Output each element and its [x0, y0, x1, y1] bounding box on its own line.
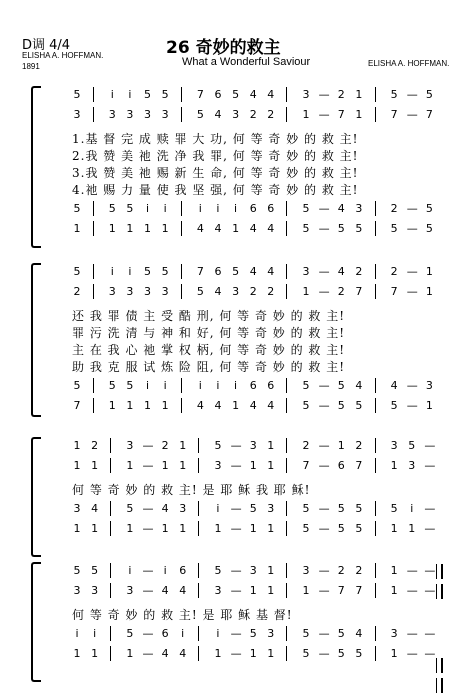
system-brace — [31, 86, 41, 248]
notation-line: 1 1 1 — 1 1 1 — 1 1 5 — 5 5 1 1 — — [73, 522, 436, 535]
notation-line: 3 3 3 — 4 4 3 — 1 1 1 — 7 7 1 — — — [73, 584, 436, 597]
key-signature: D调 4/4 — [22, 38, 71, 53]
lyric-line: 2.我 赞 美 祂 洗 净 我 罪, 何 等 奇 妙 的 救 主! — [72, 149, 359, 163]
notation-line: 2 3 3 3 3 5 4 3 2 2 1 — 2 7 7 — 1 — [73, 285, 433, 298]
composer-right: ELISHA A. HOFFMAN. — [368, 59, 450, 68]
lyric-line: 1.基 督 完 成 赎 罪 大 功, 何 等 奇 妙 的 救 主! — [72, 132, 359, 146]
notation-line: 5 i i 5 5 7 6 5 4 4 3 — 2 1 5 — 5 — [73, 88, 433, 101]
notation-line: 1 1 1 — 1 1 3 — 1 1 7 — 6 7 1 3 — — [73, 459, 436, 472]
lyric-line: 罪 污 洗 清 与 神 和 好, 何 等 奇 妙 的 救 主! — [72, 326, 346, 340]
final-barline — [436, 564, 443, 579]
song-subtitle: What a Wonderful Saviour — [182, 56, 311, 68]
lyric-line: 还 我 罪 债 主 受 酷 刑, 何 等 奇 妙 的 救 主! — [72, 309, 346, 323]
year: 1891 — [22, 62, 40, 71]
song-title: 26 奇妙的救主 — [166, 38, 281, 58]
system-brace — [31, 263, 41, 417]
lyric-line: 主 在 我 心 祂 掌 权 柄, 何 等 奇 妙 的 救 主! — [72, 343, 346, 357]
notation-line: 3 4 5 — 4 3 i — 5 3 5 — 5 5 5 i — — [73, 502, 436, 515]
notation-line: 5 i i 5 5 7 6 5 4 4 3 — 4 2 2 — 1 — [73, 265, 433, 278]
system-brace — [31, 437, 41, 557]
lyric-line: 4.祂 赐 力 量 使 我 坚 强, 何 等 奇 妙 的 救 主! — [72, 183, 359, 197]
notation-line: 5 5 5 i i i i i 6 6 5 — 4 3 2 — 5 — [73, 202, 433, 215]
notation-line: 1 2 3 — 2 1 5 — 3 1 2 — 1 2 3 5 — — [73, 439, 436, 452]
notation-line: 3 3 3 3 3 5 4 3 2 2 1 — 7 1 7 — 7 — [73, 108, 433, 121]
final-barline — [436, 678, 443, 693]
composer-left: ELISHA A. HOFFMAN. — [22, 51, 104, 60]
notation-line: 5 5 5 i i i i i 6 6 5 — 5 4 4 — 3 — [73, 379, 433, 392]
notation-line: 1 1 1 — 4 4 1 — 1 1 5 — 5 5 1 — — — [73, 647, 436, 660]
notation-line: 1 1 1 1 1 4 4 1 4 4 5 — 5 5 5 — 5 — [73, 222, 433, 235]
notation-line: i i 5 — 6 i i — 5 3 5 — 5 4 3 — — — [75, 627, 436, 640]
lyric-line: 何 等 奇 妙 的 救 主! 是 耶 稣 我 耶 稣! — [72, 483, 311, 497]
system-brace — [31, 562, 41, 682]
lyric-line: 3.我 赞 美 祂 赐 新 生 命, 何 等 奇 妙 的 救 主! — [72, 166, 359, 180]
final-barline — [436, 658, 443, 673]
lyric-line: 何 等 奇 妙 的 救 主! 是 耶 稣 基 督! — [72, 608, 293, 622]
final-barline — [436, 584, 443, 599]
notation-line: 5 5 i — i 6 5 — 3 1 3 — 2 2 1 — — — [73, 564, 436, 577]
lyric-line: 助 我 克 服 试 炼 险 阻, 何 等 奇 妙 的 救 主! — [72, 360, 346, 374]
notation-line: 7 1 1 1 1 4 4 1 4 4 5 — 5 5 5 — 1 — [73, 399, 433, 412]
